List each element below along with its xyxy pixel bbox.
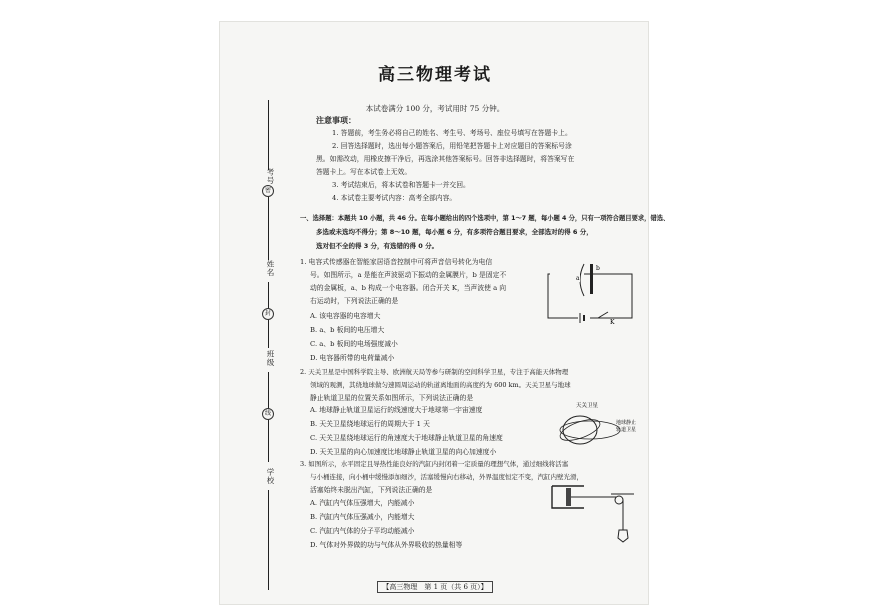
notice-line: 黑。如需改动，用橡皮擦干净后，再选涂其他答案标号。回答非选择题时，将答案写在	[316, 155, 575, 163]
binding-line-1	[268, 190, 269, 260]
q1-option: C. a、b 板间的电场强度减小	[310, 340, 398, 348]
q3-option: C. 汽缸内气体的分子平均动能减小	[310, 527, 415, 535]
satellite-orbit-figure	[556, 398, 644, 454]
cylinder-piston-figure	[548, 482, 640, 544]
q3-option: D. 气体对外界做的功与气体从外界吸收的热量相等	[310, 541, 463, 549]
exam-subtitle: 本试卷满分 100 分，考试用时 75 分钟。	[365, 104, 505, 113]
seal-mark-2: 封	[262, 308, 274, 320]
q1-line: 1. 电容式传感器在智能家居语音控制中可将声音信号转化为电信	[300, 258, 493, 266]
notice-line: 1. 答题前，考生务必将自己的姓名、考生号、考场号、座位号填写在答题卡上。	[332, 129, 572, 137]
q2-line: 静止轨道卫星的位置关系如图所示，下列说法正确的是	[310, 394, 474, 402]
section-line: 多选或未选均不得分；第 8～10 题，每小题 6 分，有多项符合题目要求，全部选对的得 6 分，	[316, 228, 593, 236]
notice-line: 2. 回答选择题时，选出每小题答案后，用铅笔把答题卡上对应题目的答案标号涂	[332, 142, 572, 150]
fig-label-a: a	[576, 275, 580, 282]
seal-mark-3: 线	[262, 408, 274, 420]
q2-option: D. 天关卫星的向心加速度比地球静止轨道卫星的向心加速度小	[310, 448, 497, 456]
class-label: 班级	[266, 350, 275, 367]
q2-option: A. 地球静止轨道卫星运行的线速度大于地球第一宇宙速度	[310, 406, 483, 414]
page-footer	[0, 582, 870, 592]
q1-line: 号。如图所示，a 是能在声波驱动下振动的金属膜片，b 是固定不	[310, 271, 507, 279]
q3-option: B. 汽缸内气体压强减小，内能增大	[310, 513, 415, 521]
notice-line: 4. 本试卷主要考试内容：高考全部内容。	[332, 194, 457, 202]
notice-line: 答题卡上。写在本试卷上无效。	[316, 168, 412, 176]
name-label: 姓名	[266, 260, 275, 277]
seal-mark-1: 密	[262, 185, 274, 197]
q2-line: 2. 天关卫星是中国科学院主导、欧洲航天局等参与研制的空间科学卫星，专注于高能天体物理	[300, 368, 569, 376]
fig-label-b: b	[596, 265, 600, 272]
q3-line: 活塞始终未脱出汽缸，下列说法正确的是	[310, 486, 433, 494]
exam-title: 高三物理考试	[378, 65, 492, 85]
q1-line: 动的金属板，a、b 构成一个电容器。闭合开关 K，当声波使 a 向	[310, 284, 507, 292]
exam-number-label: 考号	[266, 168, 275, 185]
q1-line: 右运动时，下列说法正确的是	[310, 297, 399, 305]
fig-label-geo-orbit: 轨道卫星	[616, 427, 637, 433]
footer-text: 【高三物理 第 1 页（共 6 页）】	[377, 581, 492, 593]
q2-option: B. 天关卫星绕地球运行的周期大于 1 天	[310, 420, 430, 428]
section-line: 选对但不全的得 3 分，有选错的得 0 分。	[316, 242, 439, 250]
notice-heading: 注意事项：	[316, 116, 356, 125]
q2-line: 领域的观测，其绕地球做匀速圆周运动的轨道离地面的高度约为 600 km。天关卫星与地球	[310, 381, 571, 389]
notice-line: 3. 考试结束后，将本试卷和答题卡一并交回。	[332, 181, 470, 189]
q1-option: D. 电容器所带的电荷量减小	[310, 354, 395, 362]
fig-label-tianguan: 天关卫星	[576, 403, 599, 409]
q1-option: B. a、b 板间的电压增大	[310, 326, 385, 334]
capacitor-circuit-figure	[540, 258, 640, 326]
q3-line: 与小桶连接，向小桶中缓慢添加细沙，活塞缓慢向右移动，外界温度恒定不变，汽缸内壁光滑，	[310, 473, 583, 481]
school-label: 学校	[266, 468, 275, 485]
section-line: 一、选择题：本题共 10 小题，共 46 分。在每小题给出的四个选项中，第 1～7 题，每小题 4 分，只有一项符合题目要求，错选、	[300, 215, 670, 222]
fig-label-k: K	[610, 319, 615, 326]
q2-option: C. 天关卫星绕地球运行的角速度大于地球静止轨道卫星的角速度	[310, 434, 503, 442]
q3-option: A. 汽缸内气体压强增大，内能减小	[310, 499, 415, 507]
q1-option: A. 该电容器的电容增大	[310, 312, 381, 320]
q3-line: 3. 如图所示，水平固定且导热性能良好的汽缸内封闭着一定质量的理想气体，通过细线将活塞	[300, 460, 569, 468]
fig-label-geo: 地球静止	[616, 420, 637, 426]
binding-line-bottom	[268, 490, 269, 590]
